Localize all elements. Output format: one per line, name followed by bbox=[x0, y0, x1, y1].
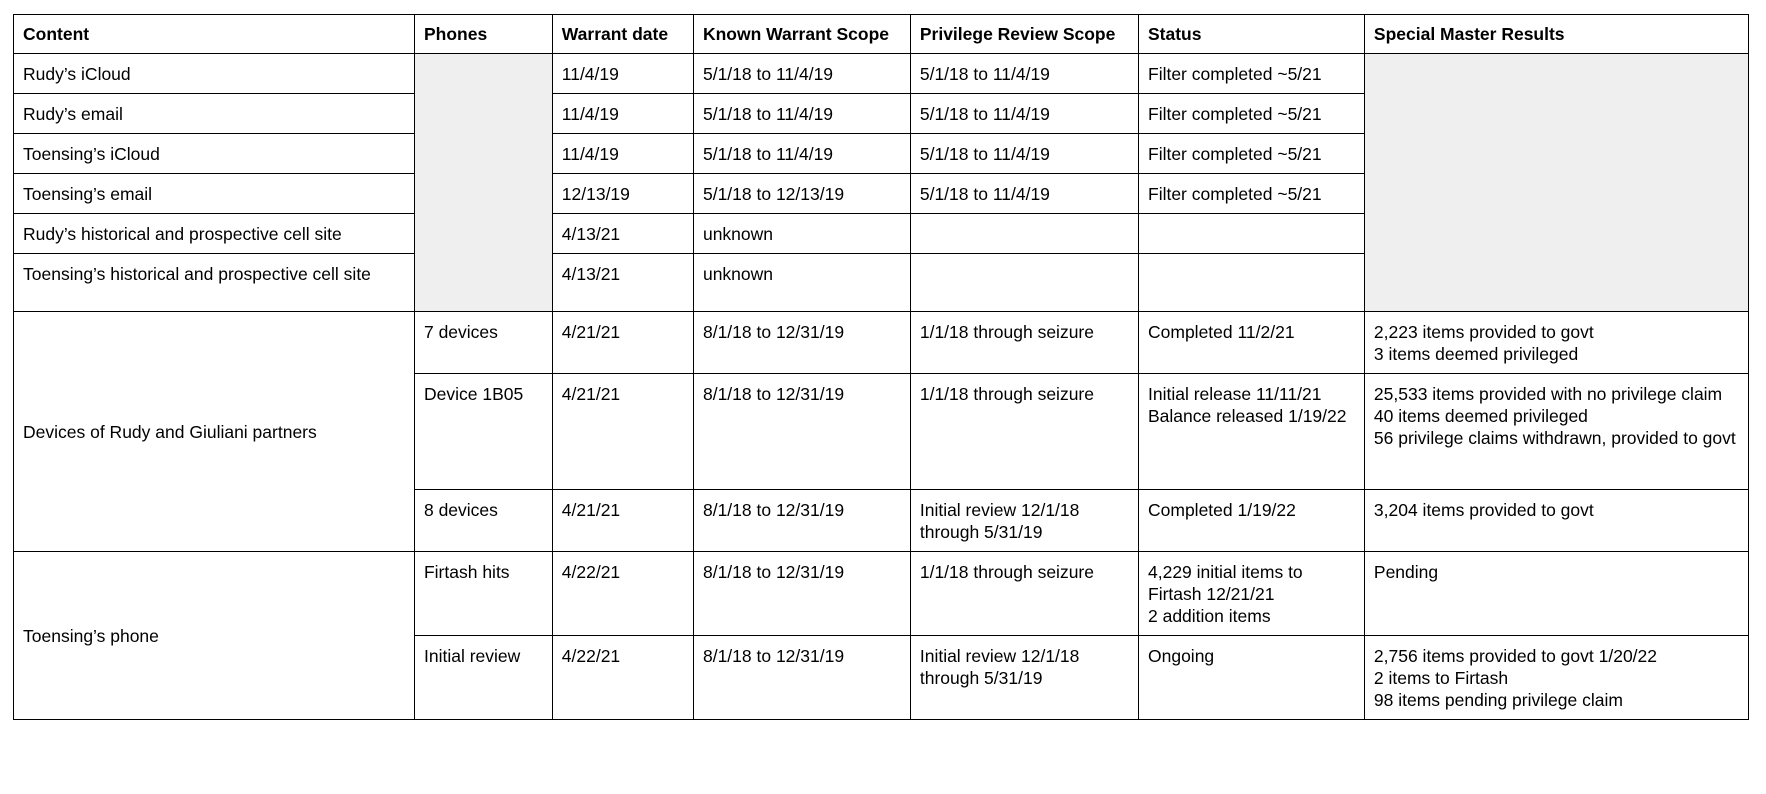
cell-privilege-scope: 5/1/18 to 11/4/19 bbox=[910, 174, 1138, 214]
cell-results bbox=[1364, 552, 1748, 636]
result-line: 2 items to Firtash bbox=[1373, 668, 1509, 688]
cell-privilege-scope: 1/1/18 through seizure bbox=[910, 552, 1138, 636]
cell-privilege-scope bbox=[910, 254, 1138, 312]
cell-warrant-date: 11/4/19 bbox=[552, 134, 693, 174]
cell-warrant-date: 4/21/21 bbox=[552, 312, 693, 374]
cell-privilege-scope: 5/1/18 to 11/4/19 bbox=[910, 94, 1138, 134]
cell-warrant-date: 11/4/19 bbox=[552, 94, 693, 134]
cell-privilege-scope: 1/1/18 through seizure bbox=[910, 312, 1138, 374]
cell-phones-empty bbox=[414, 54, 552, 312]
result-line: 3,204 items provided to govt bbox=[1373, 500, 1594, 520]
cell-privilege-scope: 5/1/18 to 11/4/19 bbox=[910, 54, 1138, 94]
cell-status bbox=[1139, 374, 1365, 490]
cell-privilege-scope bbox=[910, 214, 1138, 254]
status-line: 2 addition items bbox=[1148, 606, 1271, 626]
table-row bbox=[14, 552, 1749, 636]
result-line: 3 items deemed privileged bbox=[1373, 344, 1579, 364]
cell-content: Devices of Rudy and Giuliani partners bbox=[14, 312, 415, 552]
cell-warrant-date: 4/21/21 bbox=[552, 374, 693, 490]
status-line: Ongoing bbox=[1148, 646, 1215, 666]
cell-warrant-date: 4/22/21 bbox=[552, 636, 693, 720]
cell-results-empty bbox=[1364, 54, 1748, 312]
cell-warrant-date: 11/4/19 bbox=[552, 54, 693, 94]
result-line: 40 items deemed privileged bbox=[1373, 406, 1588, 426]
cell-warrant-date: 4/22/21 bbox=[552, 552, 693, 636]
cell-privilege-scope: Initial review 12/1/18 through 5/31/19 bbox=[910, 636, 1138, 720]
result-line: 25,533 items provided with no privilege claim bbox=[1373, 384, 1723, 404]
header-phones: Phones bbox=[414, 15, 552, 54]
cell-phones: Firtash hits bbox=[414, 552, 552, 636]
cell-results bbox=[1364, 312, 1748, 374]
warrant-table bbox=[13, 14, 1749, 720]
result-line: 2,756 items provided to govt 1/20/22 bbox=[1373, 646, 1658, 666]
cell-known-scope: 8/1/18 to 12/31/19 bbox=[693, 490, 910, 552]
cell-known-scope: unknown bbox=[693, 214, 910, 254]
cell-known-scope: 8/1/18 to 12/31/19 bbox=[693, 552, 910, 636]
header-status: Status bbox=[1139, 15, 1365, 54]
header-special-master-results: Special Master Results bbox=[1364, 15, 1748, 54]
cell-privilege-scope: Initial review 12/1/18 through 5/31/19 bbox=[910, 490, 1138, 552]
header-warrant-date: Warrant date bbox=[552, 15, 693, 54]
status-line: Balance released 1/19/22 bbox=[1148, 406, 1347, 426]
cell-warrant-date: 4/21/21 bbox=[552, 490, 693, 552]
cell-phones: Initial review bbox=[414, 636, 552, 720]
result-line: 56 privilege claims withdrawn, provided to govt bbox=[1373, 428, 1736, 448]
header-row bbox=[14, 15, 1749, 54]
cell-status bbox=[1139, 214, 1365, 254]
cell-known-scope: unknown bbox=[693, 254, 910, 312]
table-row bbox=[14, 54, 1749, 94]
result-line: 98 items pending privilege claim bbox=[1373, 690, 1623, 710]
cell-status: Completed 11/2/21 bbox=[1139, 312, 1365, 374]
cell-content: Toensing’s historical and prospective cell site bbox=[14, 254, 415, 312]
cell-phones: 7 devices bbox=[414, 312, 552, 374]
cell-content: Toensing’s phone bbox=[14, 552, 415, 720]
cell-phones: Device 1B05 bbox=[414, 374, 552, 490]
cell-known-scope: 8/1/18 to 12/31/19 bbox=[693, 374, 910, 490]
cell-status bbox=[1139, 552, 1365, 636]
cell-results bbox=[1364, 374, 1748, 490]
result-line: Pending bbox=[1373, 562, 1439, 582]
cell-content: Rudy’s iCloud bbox=[14, 54, 415, 94]
table-row bbox=[14, 312, 1749, 374]
cell-status: Filter completed ~5/21 bbox=[1139, 134, 1365, 174]
cell-known-scope: 5/1/18 to 11/4/19 bbox=[693, 94, 910, 134]
cell-known-scope: 5/1/18 to 11/4/19 bbox=[693, 134, 910, 174]
cell-warrant-date: 12/13/19 bbox=[552, 174, 693, 214]
cell-content: Rudy’s email bbox=[14, 94, 415, 134]
cell-privilege-scope: 1/1/18 through seizure bbox=[910, 374, 1138, 490]
cell-status bbox=[1139, 636, 1365, 720]
cell-known-scope: 5/1/18 to 12/13/19 bbox=[693, 174, 910, 214]
cell-results bbox=[1364, 636, 1748, 720]
header-content: Content bbox=[14, 15, 415, 54]
status-line: Initial release 11/11/21 bbox=[1148, 384, 1322, 404]
cell-phones: 8 devices bbox=[414, 490, 552, 552]
cell-content: Toensing’s iCloud bbox=[14, 134, 415, 174]
cell-privilege-scope: 5/1/18 to 11/4/19 bbox=[910, 134, 1138, 174]
cell-known-scope: 8/1/18 to 12/31/19 bbox=[693, 312, 910, 374]
cell-content: Toensing’s email bbox=[14, 174, 415, 214]
cell-status: Filter completed ~5/21 bbox=[1139, 174, 1365, 214]
cell-warrant-date: 4/13/21 bbox=[552, 214, 693, 254]
header-known-warrant-scope: Known Warrant Scope bbox=[693, 15, 910, 54]
cell-status: Filter completed ~5/21 bbox=[1139, 94, 1365, 134]
cell-warrant-date: 4/13/21 bbox=[552, 254, 693, 312]
cell-status: Completed 1/19/22 bbox=[1139, 490, 1365, 552]
status-line: 4,229 initial items to Firtash 12/21/21 bbox=[1148, 562, 1303, 604]
cell-status: Filter completed ~5/21 bbox=[1139, 54, 1365, 94]
header-privilege-review-scope: Privilege Review Scope bbox=[910, 15, 1138, 54]
cell-status bbox=[1139, 254, 1365, 312]
cell-known-scope: 5/1/18 to 11/4/19 bbox=[693, 54, 910, 94]
cell-content: Rudy’s historical and prospective cell site bbox=[14, 214, 415, 254]
result-line: 2,223 items provided to govt bbox=[1373, 322, 1594, 342]
cell-results bbox=[1364, 490, 1748, 552]
cell-known-scope: 8/1/18 to 12/31/19 bbox=[693, 636, 910, 720]
